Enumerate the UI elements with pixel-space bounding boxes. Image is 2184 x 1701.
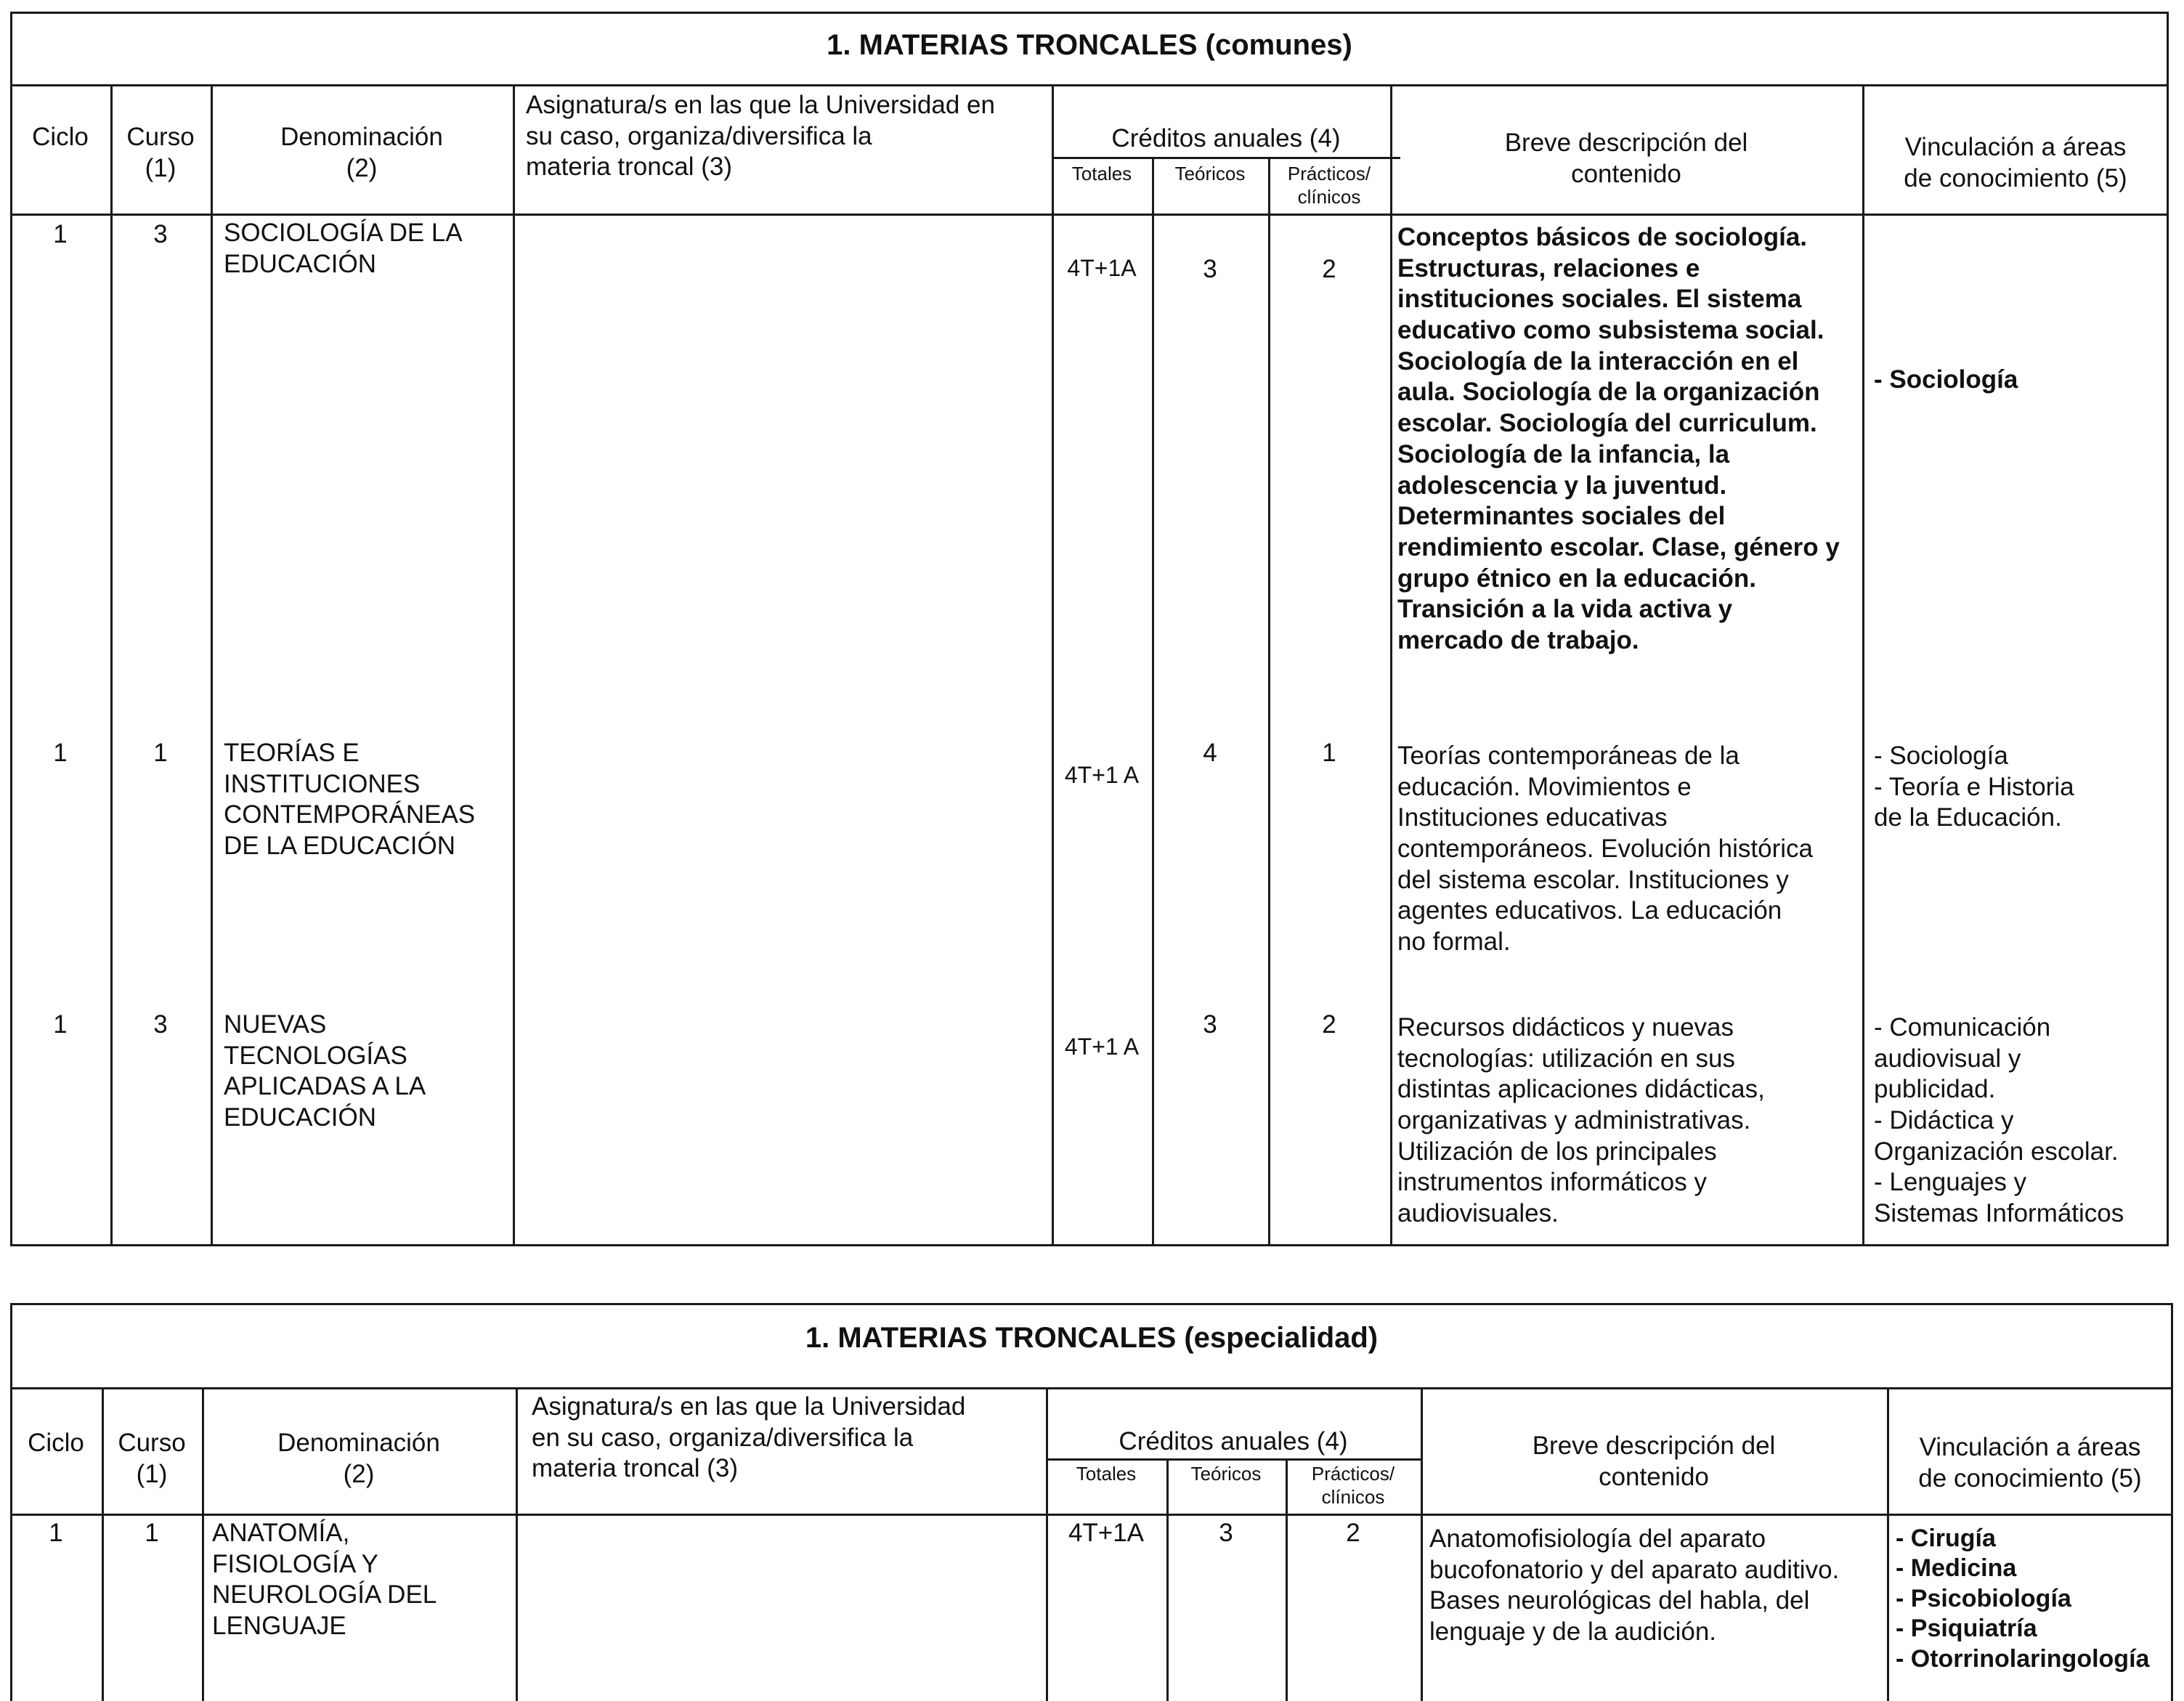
header-creditos: Créditos anuales (4) bbox=[1119, 1427, 1348, 1456]
col-divider bbox=[1390, 84, 1392, 1246]
col-divider bbox=[1166, 1458, 1169, 1701]
cell-practicos: 2 bbox=[1322, 1010, 1336, 1039]
table-troncales-especialidad bbox=[10, 1303, 2173, 1701]
cell-teoricos: 3 bbox=[1219, 1519, 1233, 1547]
cell-practicos: 2 bbox=[1346, 1519, 1360, 1547]
cell-curso: 1 bbox=[145, 1519, 159, 1547]
col-divider bbox=[516, 1387, 518, 1701]
cell-descripcion: Conceptos básicos de sociología. Estructuras, relaciones e instituciones sociales. El sistema educativo como subsistema social. Sociología de la interacción en el aula. Sociología de la organización escolar. Sociología del curriculum. Sociología de la infancia, la adolescencia y la juventud. Determinantes sociales del rendimiento escolar. Clase, género y grupo étnico en la educación. Transición a la vida activa y mercado de trabajo. bbox=[1397, 223, 1840, 654]
cell-descripcion: Recursos didácticos y nuevas tecnologías: utilización en sus distintas aplicaciones didácticas, organizativas y administrativas. Utilización de los principales instrumentos informáticos y audiovisuales. bbox=[1397, 1013, 1765, 1228]
header-totales: Totales bbox=[1071, 163, 1132, 184]
cell-totales: 4T+1 A bbox=[1064, 762, 1140, 788]
title-divider bbox=[10, 1387, 2173, 1389]
header-practicos: Prácticos/ clínicos bbox=[1287, 163, 1371, 208]
header-totales: Totales bbox=[1076, 1463, 1137, 1485]
col-divider bbox=[513, 84, 515, 1246]
table-title: 1. MATERIAS TRONCALES (comunes) bbox=[827, 29, 1352, 61]
cell-practicos: 2 bbox=[1322, 255, 1336, 283]
cell-denominacion: ANATOMÍA, FISIOLOGÍA Y NEUROLOGÍA DEL LENGUAJE bbox=[212, 1519, 437, 1641]
header-asignatura: Asignatura/s en las que la Universidad en su caso, organiza/diversifica la materia troncal (3) bbox=[532, 1392, 966, 1483]
header-divider bbox=[10, 1514, 2173, 1516]
cell-totales: 4T+1 A bbox=[1064, 1034, 1140, 1060]
cell-denominacion: TEORÍAS E INSTITUCIONES CONTEMPORÁNEAS DE LA EDUCACIÓN bbox=[224, 739, 476, 861]
header-teoricos: Teóricos bbox=[1174, 163, 1246, 184]
header-curso: Curso (1) bbox=[126, 123, 195, 182]
cell-practicos: 1 bbox=[1322, 739, 1336, 767]
header-ciclo: Ciclo bbox=[32, 123, 89, 151]
cell-teoricos: 4 bbox=[1203, 739, 1217, 767]
cell-vinculacion: - Comunicación audiovisual y publicidad. - Didáctica y Organización escolar. - Lenguajes y Sistemas Informáticos bbox=[1874, 1013, 2124, 1228]
cell-denominacion: SOCIOLOGÍA DE LA EDUCACIÓN bbox=[224, 219, 463, 278]
cell-curso: 3 bbox=[153, 220, 168, 248]
cell-curso: 3 bbox=[153, 1010, 168, 1039]
cell-vinculacion: - Sociología bbox=[1874, 365, 2018, 394]
cell-ciclo: 1 bbox=[53, 220, 68, 248]
cell-ciclo: 1 bbox=[53, 739, 68, 767]
cell-descripcion: Teorías contemporáneas de la educación. Movimientos e Instituciones educativas contemporáneos. Evolución histórica del sistema escolar. Instituciones y agentes educativos. La educación no formal. bbox=[1397, 742, 1813, 957]
cell-teoricos: 3 bbox=[1203, 1010, 1217, 1039]
header-ciclo: Ciclo bbox=[28, 1429, 84, 1457]
header-asignatura: Asignatura/s en las que la Universidad en su caso, organiza/diversifica la materia troncal (3) bbox=[526, 91, 995, 182]
cell-descripcion: Anatomofisiología del aparato bucofonatorio y del aparato auditivo. Bases neurológicas del habla, del lenguaje y de la audición. bbox=[1429, 1525, 1840, 1647]
cell-ciclo: 1 bbox=[53, 1010, 68, 1039]
header-descripcion: Breve descripción del contenido bbox=[1532, 1432, 1776, 1491]
header-teoricos: Teóricos bbox=[1190, 1463, 1262, 1485]
header-practicos: Prácticos/ clínicos bbox=[1311, 1463, 1395, 1508]
col-divider bbox=[1268, 157, 1270, 1246]
cell-vinculacion: - Cirugía - Medicina - Psicobiología - Psiquiatría - Otorrinolaringología bbox=[1896, 1525, 2150, 1673]
header-denominacion: Denominación (2) bbox=[277, 1429, 440, 1488]
cell-vinculacion: - Sociología - Teoría e Historia de la Educación. bbox=[1874, 742, 2074, 832]
creditos-subheader-divider bbox=[1046, 1458, 1421, 1461]
col-divider bbox=[1862, 84, 1864, 1246]
col-divider bbox=[1152, 157, 1154, 1246]
header-denominacion: Denominación (2) bbox=[280, 123, 443, 182]
cell-totales: 4T+1A bbox=[1067, 255, 1137, 281]
header-curso: Curso (1) bbox=[118, 1429, 186, 1488]
table-title: 1. MATERIAS TRONCALES (especialidad) bbox=[805, 1322, 1379, 1354]
col-divider bbox=[110, 84, 113, 1246]
header-divider bbox=[10, 214, 2169, 216]
cell-ciclo: 1 bbox=[49, 1519, 63, 1547]
cell-curso: 1 bbox=[153, 739, 168, 767]
header-vinculacion: Vinculación a áreas de conocimiento (5) bbox=[1918, 1433, 2142, 1493]
col-divider bbox=[211, 84, 213, 1246]
title-divider bbox=[10, 84, 2169, 86]
header-creditos: Créditos anuales (4) bbox=[1111, 124, 1341, 153]
cell-teoricos: 3 bbox=[1203, 255, 1217, 283]
header-descripcion: Breve descripción del contenido bbox=[1504, 129, 1748, 188]
header-vinculacion: Vinculación a áreas de conocimiento (5) bbox=[1904, 133, 2127, 192]
cell-totales: 4T+1A bbox=[1068, 1519, 1145, 1547]
cell-denominacion: NUEVAS TECNOLOGÍAS APLICADAS A LA EDUCACIÓN bbox=[224, 1010, 426, 1132]
table-troncales-comunes bbox=[10, 12, 2169, 1246]
creditos-subheader-divider bbox=[1052, 157, 1400, 159]
